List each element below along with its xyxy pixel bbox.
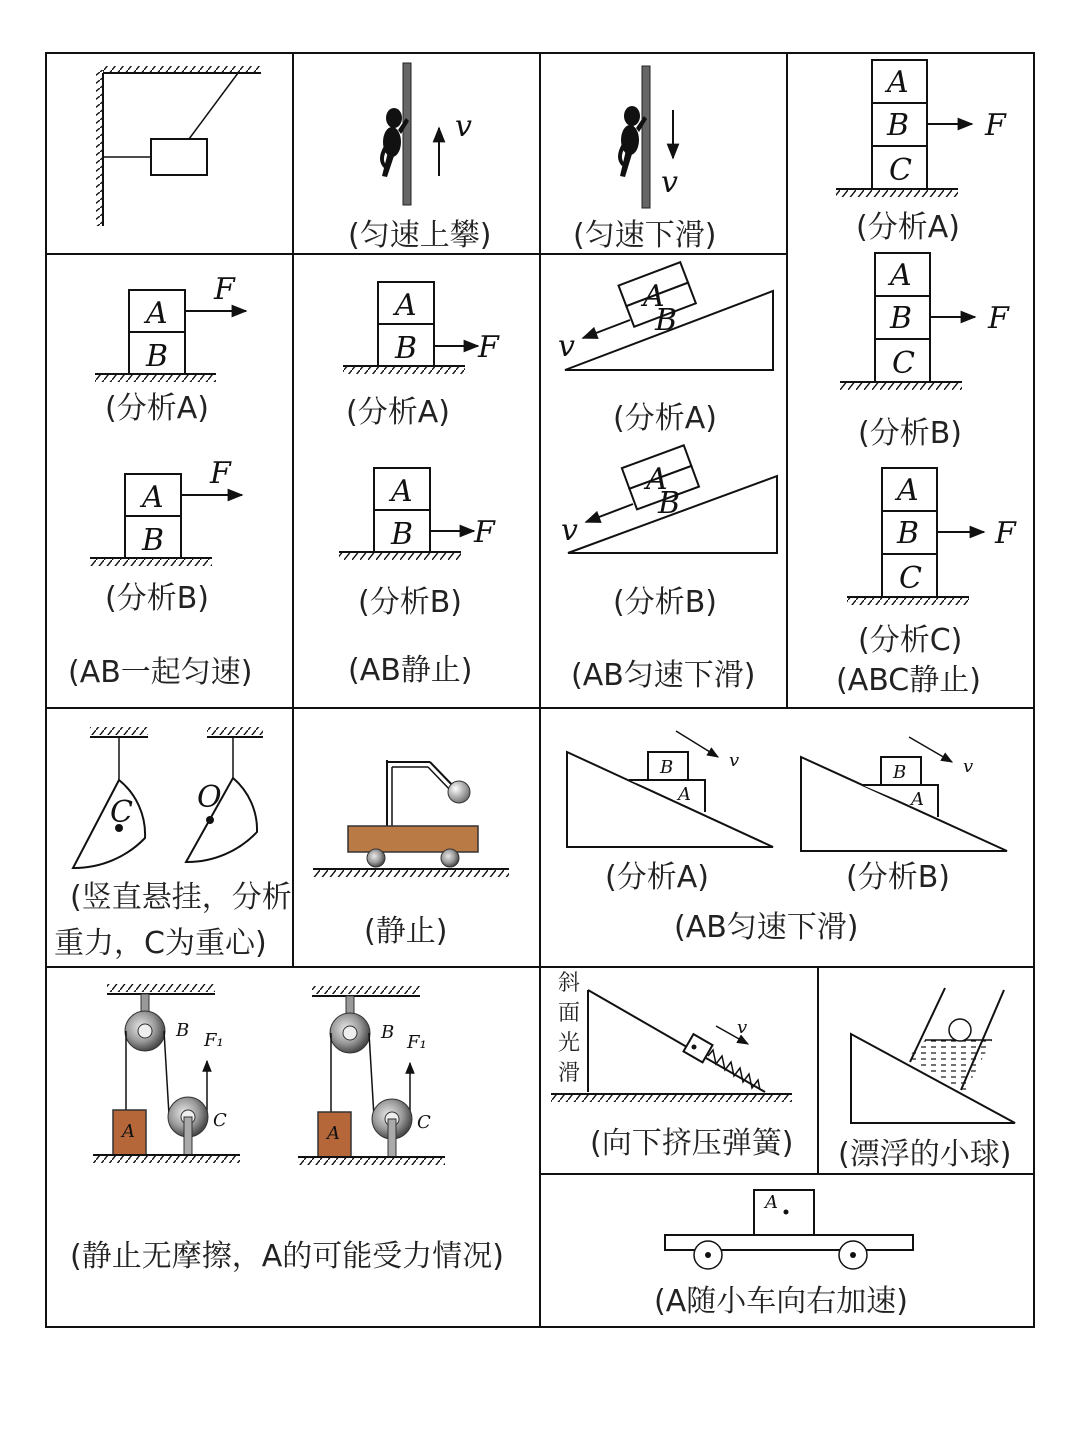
hanging-block [151,139,207,175]
force-label: F [995,516,1016,551]
incline-analyze-b [801,737,1007,895]
incline-analyze-a [567,731,773,895]
block-c-label: C [889,153,912,188]
velocity-arrow [586,504,633,522]
cell-blocks-incline [567,731,1007,945]
caption-climb-up: (匀速上攀) [348,218,492,253]
block-a-label: A [678,784,691,805]
note-abc-static: (ABC静止) [836,663,981,698]
caption-slide-down: (匀速下滑) [573,218,717,253]
pulley-b-label: B [381,1022,395,1043]
ball [448,781,470,803]
ceiling-hatch [103,66,261,73]
side-text-3: 光 [558,1031,581,1056]
note-ab-slide: (AB匀速下滑) [571,658,756,693]
caption-analyze-c: (分析C) [858,623,963,658]
cell-semicircle-hanging [54,727,292,961]
cart-body [348,826,478,852]
cell-slide-down [573,66,716,253]
caption-line-2: 重力，C为重心) [54,926,267,961]
cell-cart-accelerating [654,1190,913,1319]
force-label: F [214,272,235,307]
cell-climb-up [348,63,491,253]
slanted-rope [189,73,238,139]
velocity-label: v [561,513,578,548]
stack-analyze-b [339,468,496,620]
stack-analyze-a [95,272,246,426]
pole [642,66,650,208]
velocity-label: v [963,756,974,777]
velocity-arrow [583,320,630,338]
cell-ab-static [339,282,500,688]
cell-abc-stack [836,60,1017,698]
caption-pulleys: (静止无摩擦，A的可能受力情况) [70,1239,504,1274]
cell-hanging-block [96,66,261,226]
incline-analyze-b [561,445,777,620]
block-b-label: B [395,331,418,366]
note-ab-slide: (AB匀速下滑) [674,910,859,945]
pulley-c-label: C [213,1110,227,1131]
cell-ab-incline [558,262,777,693]
block-a-label: A [643,279,665,314]
note-ab-static: (AB静止) [348,653,473,688]
block-a-label: A [391,474,413,509]
block-a-label: A [765,1192,778,1213]
block-a-label: A [395,288,417,323]
caption-cart-accel: (A随小车向右加速) [654,1284,908,1319]
force-label: F [210,456,231,491]
block-a-label: A [887,65,909,100]
ball [949,1019,971,1041]
velocity-label: v [661,165,678,200]
caption-analyze-a: (分析A) [346,395,450,430]
caption-analyze-a: (分析A) [105,391,209,426]
center-of-gravity-label: C [110,795,133,830]
block-b-label: B [660,757,674,778]
caption-static: (静止) [364,914,448,949]
force-label: F [985,108,1006,143]
block-b-label: B [890,301,913,336]
note-ab-uniform: (AB一起匀速) [68,655,253,690]
caption-analyze-b: (分析B) [613,585,717,620]
stack-analyze-b [840,253,1010,451]
stack-analyze-b [90,456,242,616]
caption-analyze-b: (分析B) [358,585,462,620]
pulley-system-right [298,986,445,1165]
block-b-label: B [391,517,414,552]
incline-analyze-a [558,262,773,436]
caption-analyze-b: (分析B) [105,581,209,616]
wall-hatch [96,70,103,226]
force-label: F₁ [407,1032,427,1053]
cell-ab-uniform [68,272,253,690]
block-a-label: A [146,296,168,331]
stack-analyze-a [343,282,500,430]
block-c-label: C [899,561,922,596]
caption-analyze-a: (分析A) [605,860,709,895]
cell-floating-ball [838,988,1015,1172]
caption-line-1: (竖直悬挂，分析 [70,880,292,915]
cell-spring-incline [551,971,793,1161]
pole [403,63,411,205]
pulley-system-left [93,984,240,1163]
block-a-label: A [890,258,912,293]
block-a-label: A [122,1121,135,1142]
block-b-label: B [887,108,910,143]
block-c-label: C [892,346,915,381]
side-text-2: 面 [558,1001,581,1026]
block-b-label: B [658,486,681,521]
velocity-label: v [729,750,740,771]
caption-analyze-a: (分析A) [613,401,717,436]
force-label: F [474,515,495,550]
stack-analyze-c [847,468,1017,658]
caption-analyze-b: (分析B) [846,860,950,895]
velocity-label: v [455,109,472,144]
block-a-label: A [897,473,919,508]
block-b-label: B [142,523,165,558]
velocity-label: v [558,329,575,364]
caption-floating-ball: (漂浮的小球) [838,1137,1012,1172]
block-b-label: B [655,303,678,338]
caption-analyze-a: (分析A) [856,210,960,245]
stack-analyze-a [836,60,1007,245]
cell-pulleys [70,984,504,1274]
block-a-label: A [327,1123,340,1144]
block-a-label: A [911,789,924,810]
side-text-4: 滑 [558,1061,581,1086]
side-text-1: 斜 [558,971,581,996]
pulley-c-label: C [417,1112,431,1133]
block-b-label: B [897,516,920,551]
velocity-label: v [737,1017,748,1038]
force-label: F [988,301,1009,336]
caption-analyze-b: (分析B) [858,416,962,451]
caption-spring: (向下挤压弹簧) [590,1126,794,1161]
block-a-label: A [646,462,668,497]
block-b-label: B [146,339,169,374]
force-label: F [478,330,499,365]
pivot-label: O [197,780,222,815]
pulley-b-label: B [176,1020,190,1041]
cell-cart-static [313,760,509,949]
block-b-label: B [893,762,907,783]
block-a-label: A [142,480,164,515]
force-label: F₁ [204,1030,224,1051]
